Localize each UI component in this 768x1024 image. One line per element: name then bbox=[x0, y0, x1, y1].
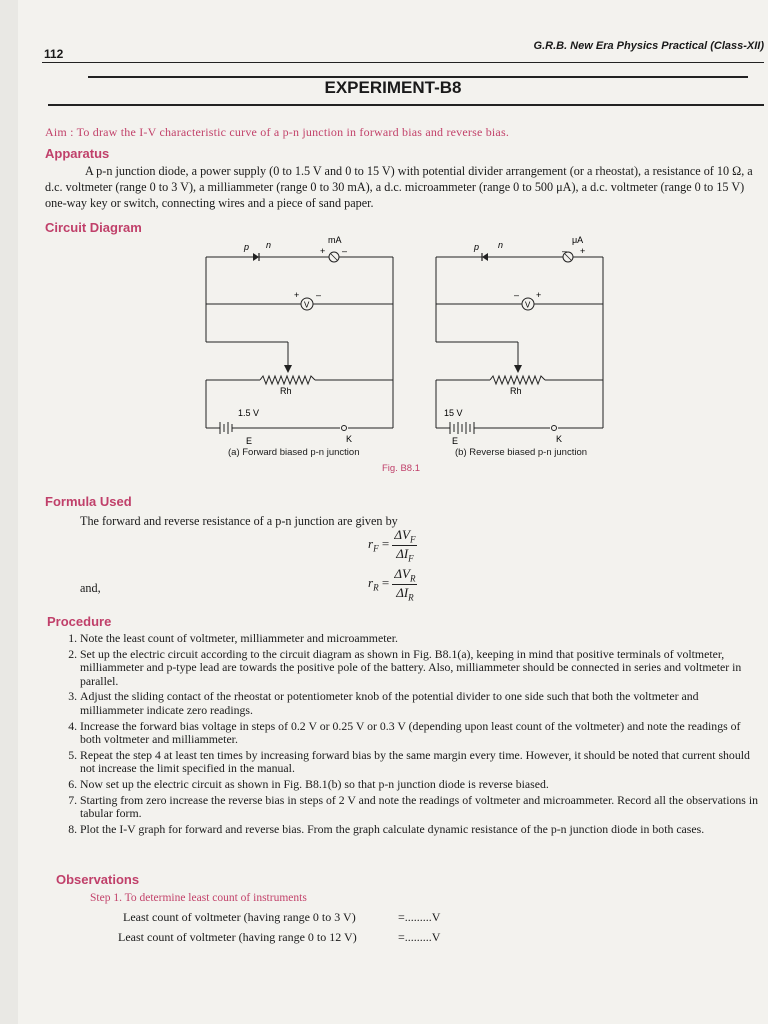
rheostat-label-a: Rh bbox=[280, 386, 292, 396]
p-label-a: p bbox=[244, 242, 250, 252]
apparatus-text: A p-n junction diode, a power supply (0 to 1.5 V and 0 to 15 V) with potential divider arrangement (or a rheostat), a resistance of 10 Ω, a d.c. voltmeter (range 0 to 3 V), a milliammeter (range 0 to 30 mA), a d.c. microammeter (range 0 to 500 μA), a d.c. voltmeter (range 0 to 15 V) one-way key or switch, connecting wires and a piece of sand paper. bbox=[45, 164, 753, 210]
aim bbox=[45, 125, 509, 140]
caption-reverse: (b) Reverse biased p-n junction bbox=[455, 447, 588, 458]
procedure-step: 8. Plot the I-V graph for forward and reverse bias. From the graph calculate dynamic resistance of the p-n junction diode in both cases. bbox=[80, 823, 760, 837]
meter-plus-b: + bbox=[580, 246, 586, 256]
k-label-b: K bbox=[556, 434, 563, 444]
procedure-step: 1. Note the least count of voltmeter, milliammeter and microammeter. bbox=[80, 632, 760, 646]
meter-plus-a: + bbox=[320, 246, 326, 256]
experiment-title: EXPERIMENT-B8 bbox=[324, 78, 462, 97]
procedure-step: 6. Now set up the electric circuit as shown in Fig. B8.1(b) so that p-n junction diode is reverse biased. bbox=[80, 778, 760, 792]
battery-label-a: 1.5 V bbox=[238, 408, 260, 418]
formula-intro: The forward and reverse resistance of a p-n junction are given by bbox=[80, 514, 398, 528]
volt-minus-a: – bbox=[316, 290, 322, 300]
observations-heading: Observations bbox=[56, 872, 140, 887]
voltmeter-symbol-a: V bbox=[304, 300, 310, 310]
procedure-list bbox=[18, 632, 760, 838]
page-number: 112 bbox=[44, 47, 64, 61]
voltmeter-symbol-b: V bbox=[525, 300, 531, 310]
meter-minus-a: – bbox=[342, 246, 348, 256]
formula-heading: Formula Used bbox=[45, 494, 132, 509]
volt-minus-b: – bbox=[514, 290, 520, 300]
circuit-heading: Circuit Diagram bbox=[45, 220, 142, 235]
procedure-step: 7. Starting from zero increase the reverse bias in steps of 2 V and note the readings of voltmeter and microammeter. Record all the observations in tabular form. bbox=[80, 794, 760, 821]
procedure-step: 4. Increase the forward bias voltage in steps of 0.2 V or 0.25 V or 0.3 V (depending upon least count of the voltmeter) and note the readings of both voltmeter and milliammeter. bbox=[80, 720, 760, 747]
figure-label: Fig. B8.1 bbox=[382, 463, 421, 474]
formula-and: and, bbox=[80, 581, 101, 595]
observation-value: =.........V bbox=[398, 910, 441, 924]
volt-plus-b: + bbox=[536, 290, 542, 300]
aim-text: To draw the I-V characteristic curve of a p-n junction in forward bias and reverse bias. bbox=[76, 125, 510, 139]
n-label-b: n bbox=[498, 240, 504, 250]
p-label-b: p bbox=[474, 242, 480, 252]
book-title: G.R.B. New Era Physics Practical (Class-XII) bbox=[533, 40, 764, 52]
procedure-step: 3. Adjust the sliding contact of the rheostat or potentiometer knob of the potential divider to one side such that both the voltmeter and milliammeter indicate zero readings. bbox=[80, 690, 760, 717]
k-label-a: K bbox=[346, 434, 353, 444]
procedure-step: 2. Set up the electric circuit according to the circuit diagram as shown in Fig. B8.1(a), keeping in mind that positive terminals of voltmeter, milliammeter and p-type lead are towards the positive pole of the battery. Also, milliammeter should be connected in series and voltmeter in parallel. bbox=[80, 648, 760, 689]
reverse-resistance-formula: $r_R$ = $\frac{\Delta V_R}{\Delta I_R}$ bbox=[368, 566, 416, 603]
microammeter-label: μA bbox=[572, 235, 584, 245]
aim-label: Aim : bbox=[45, 125, 74, 139]
observation-row: Least count of voltmeter (having range 0 to 3 V) bbox=[123, 910, 356, 924]
volt-plus-a: + bbox=[294, 290, 300, 300]
meter-minus-b: – bbox=[562, 246, 568, 256]
procedure-step: 5. Repeat the step 4 at least ten times by increasing forward bias by the same margin every time. However, it should be noted that current should not increase the limit specified in the manual. bbox=[80, 749, 760, 776]
n-label-a: n bbox=[266, 240, 272, 250]
caption-forward: (a) Forward biased p-n junction bbox=[228, 447, 360, 458]
circuit-diagram-reverse bbox=[428, 232, 628, 462]
header-rule bbox=[42, 62, 764, 63]
e-label-b: E bbox=[452, 436, 459, 446]
e-label-a: E bbox=[246, 436, 253, 446]
procedure-heading: Procedure bbox=[47, 614, 112, 629]
circuit-diagram-forward bbox=[198, 232, 398, 462]
battery-label-b: 15 V bbox=[444, 408, 463, 418]
apparatus-heading: Apparatus bbox=[45, 146, 110, 161]
title-rule-bottom bbox=[48, 104, 764, 106]
milliammeter-label: mA bbox=[328, 235, 342, 245]
observation-value: =.........V bbox=[398, 930, 441, 944]
textbook-page bbox=[18, 0, 768, 1024]
rheostat-label-b: Rh bbox=[510, 386, 522, 396]
forward-resistance-formula: $r_F$ = $\frac{\Delta V_F}{\Delta I_F}$ bbox=[368, 527, 416, 564]
observation-step1: Step 1. To determine least count of instruments bbox=[90, 892, 307, 904]
observation-row: Least count of voltmeter (having range 0 to 12 V) bbox=[118, 930, 357, 944]
